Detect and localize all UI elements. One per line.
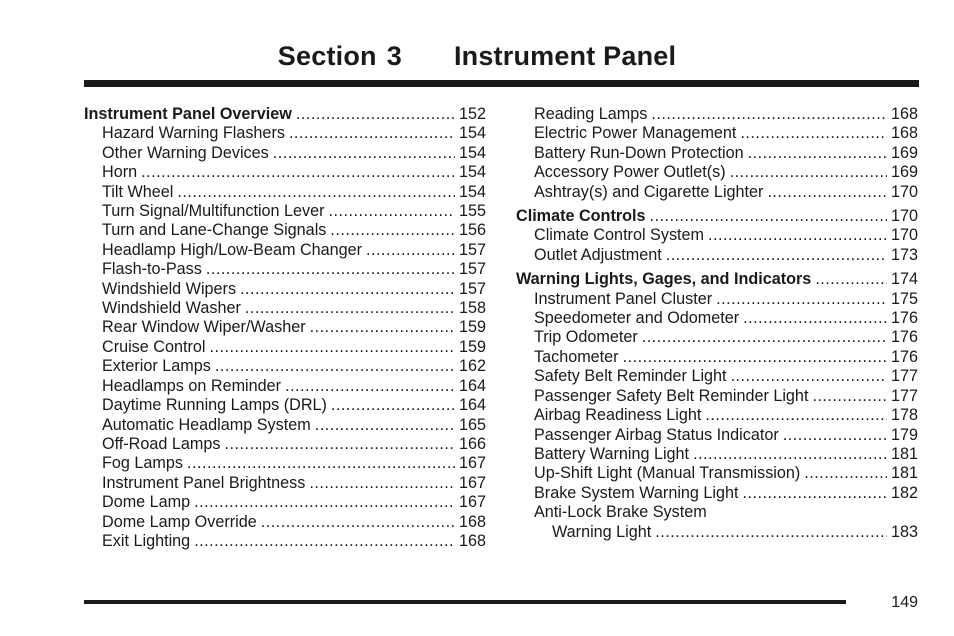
dot-leader (743, 309, 887, 328)
toc-entry-label: Rear Window Wiper/Washer (102, 318, 306, 337)
dot-leader (708, 226, 887, 245)
toc-entry-label: Turn Signal/Multifunction Lever (102, 202, 325, 221)
toc-entry-label: Safety Belt Reminder Light (534, 367, 727, 386)
dot-leader (716, 290, 887, 309)
toc-entry[interactable] (84, 416, 486, 435)
toc-entry-page: 170 (890, 182, 918, 201)
toc-entry[interactable] (84, 299, 486, 318)
dot-leader (209, 338, 455, 357)
toc-heading-entry[interactable] (84, 105, 486, 124)
dot-leader (194, 493, 455, 512)
toc-entry-label: Off-Road Lamps (102, 434, 221, 453)
toc-entry-page: 169 (890, 143, 918, 162)
toc-entry-label: Warning Lights, Gages, and Indicators (516, 270, 812, 289)
dot-leader (731, 367, 887, 386)
toc-entry-page: 165 (458, 415, 486, 434)
toc-entry[interactable] (84, 280, 486, 299)
toc-entry-label: Automatic Headlamp System (102, 415, 311, 434)
toc-entry-page: 162 (458, 357, 486, 376)
dot-leader (767, 183, 887, 202)
toc-column-right (516, 105, 918, 542)
toc-entry-label: Windshield Wipers (102, 279, 237, 298)
page-number: 149 (891, 594, 918, 611)
toc-entry-page: 154 (458, 124, 486, 143)
toc-entry-page: 157 (458, 260, 486, 279)
toc-entry-label: Headlamps on Reminder (102, 376, 282, 395)
toc-entry-label: Brake System Warning Light (534, 483, 739, 502)
toc-entry-label: Outlet Adjustment (534, 245, 662, 264)
toc-entry[interactable] (84, 357, 486, 376)
dot-leader (177, 183, 455, 202)
dot-leader (245, 299, 455, 318)
toc-entry-page: 158 (458, 299, 486, 318)
dot-leader (623, 348, 887, 367)
toc-entry-label: Electric Power Management (534, 124, 737, 143)
header-rule (84, 80, 919, 87)
toc-entry-page: 177 (890, 386, 918, 405)
dot-leader (194, 532, 455, 551)
toc-entry-label: Headlamp High/Low-Beam Changer (102, 240, 363, 259)
toc-entry-page: 167 (458, 493, 486, 512)
dot-leader (240, 280, 455, 299)
toc-entry-page: 154 (458, 143, 486, 162)
dot-leader (666, 246, 887, 265)
toc-entry-label: Airbag Readiness Light (534, 406, 702, 425)
toc-entry-page: 176 (890, 328, 918, 347)
toc-entry[interactable] (84, 260, 486, 279)
toc-entry-page: 170 (890, 207, 918, 226)
toc-entry-page: 154 (458, 182, 486, 201)
toc-entry-label: Warning Light (552, 522, 652, 541)
toc-entry-page: 181 (890, 444, 918, 463)
dot-leader (141, 163, 455, 182)
toc-entry-label: Windshield Washer (102, 299, 241, 318)
toc-entry-page: 178 (890, 406, 918, 425)
toc-entry-page: 167 (458, 454, 486, 473)
toc-entry-page: 176 (890, 347, 918, 366)
dot-leader (651, 105, 887, 124)
toc-entry-page: 159 (458, 337, 486, 356)
toc-entry-label: Passenger Airbag Status Indicator (534, 425, 779, 444)
toc-entry-label: Daytime Running Lamps (DRL) (102, 396, 327, 415)
toc-entry-page: 164 (458, 376, 486, 395)
toc-entry[interactable] (84, 396, 486, 415)
dot-leader (187, 454, 455, 473)
dot-leader (309, 474, 455, 493)
dot-leader (331, 396, 455, 415)
toc-entry[interactable] (84, 474, 486, 493)
toc-entry-label: Instrument Panel Brightness (102, 473, 306, 492)
toc-entry[interactable] (516, 226, 918, 245)
footer-rule (84, 600, 846, 604)
toc-entry-label: Flash-to-Pass (102, 260, 202, 279)
toc-entry-label: Climate Control System (534, 226, 705, 245)
toc-entry[interactable] (516, 348, 918, 367)
toc-entry-label: Dome Lamp (102, 493, 191, 512)
toc-entry-page: 182 (890, 483, 918, 502)
section-label: Section (277, 41, 377, 71)
toc-entry-label: Tilt Wheel (102, 182, 174, 201)
dot-leader (705, 406, 887, 425)
toc-entry[interactable] (516, 183, 918, 202)
toc-entry-label: Instrument Panel Overview (84, 105, 292, 123)
toc-entry-label: Ashtray(s) and Cigarette Lighter (534, 182, 764, 201)
dot-leader (273, 144, 455, 163)
dot-leader (285, 377, 455, 396)
dot-leader (655, 523, 887, 542)
toc-entry-page: 156 (458, 221, 486, 240)
toc-entry-label: Dome Lamp Override (102, 512, 257, 531)
toc-entry-label: Instrument Panel Cluster (534, 289, 713, 308)
toc-entry-label: Fog Lamps (102, 454, 183, 473)
dot-leader (815, 270, 887, 289)
toc-entry-page: 181 (890, 464, 918, 483)
toc-entry-label: Exterior Lamps (102, 357, 211, 376)
toc-entry[interactable] (516, 406, 918, 425)
dot-leader (366, 241, 455, 260)
toc-entry[interactable] (84, 338, 486, 357)
toc-entry[interactable] (84, 124, 486, 143)
toc-entry-page: 164 (458, 396, 486, 415)
toc-entry-page: 177 (890, 367, 918, 386)
toc-entry-label: Other Warning Devices (102, 143, 269, 162)
toc-entry[interactable] (516, 464, 918, 483)
toc-entry[interactable] (84, 241, 486, 260)
dot-leader (693, 445, 887, 464)
toc-entry-page: 168 (458, 512, 486, 531)
toc-entry[interactable] (516, 163, 918, 182)
toc-entry-label: Battery Warning Light (534, 444, 690, 463)
toc-entry-page: 159 (458, 318, 486, 337)
toc-entry[interactable] (516, 503, 918, 522)
toc-entry-page: 183 (890, 522, 918, 541)
dot-leader (310, 318, 455, 337)
toc-entry-label: Horn (102, 163, 138, 182)
toc-entry-label: Up-Shift Light (Manual Transmission) (534, 464, 801, 483)
toc-heading-entry[interactable] (516, 270, 918, 289)
toc-entry-page: 155 (458, 202, 486, 221)
toc-entry-label: Hazard Warning Flashers (102, 124, 285, 143)
toc-entry[interactable] (84, 221, 486, 240)
dot-leader (642, 328, 887, 347)
dot-leader (206, 260, 455, 279)
dot-leader (812, 387, 887, 406)
toc-entry[interactable] (516, 523, 918, 542)
dot-leader (730, 163, 887, 182)
section-number: 3 (386, 41, 402, 71)
toc-entry[interactable] (84, 144, 486, 163)
toc-entry[interactable] (516, 246, 918, 265)
dot-leader (289, 124, 455, 143)
toc-entry[interactable] (516, 144, 918, 163)
toc-entry-page: 157 (458, 279, 486, 298)
dot-leader (783, 426, 887, 445)
toc-entry-label: Exit Lighting (102, 531, 191, 550)
toc-entry-label: Accessory Power Outlet(s) (534, 163, 726, 182)
dot-leader (804, 464, 887, 483)
toc-entry[interactable] (84, 513, 486, 532)
toc-entry-page: 173 (890, 245, 918, 264)
toc-entry[interactable] (84, 202, 486, 221)
toc-entry-page: 174 (890, 270, 918, 289)
dot-leader (261, 513, 455, 532)
dot-leader (215, 357, 455, 376)
toc-entry[interactable] (516, 105, 918, 124)
toc-entry-label: Battery Run-Down Protection (534, 143, 744, 162)
toc-entry-label: Trip Odometer (534, 328, 638, 347)
dot-leader (743, 484, 887, 503)
dot-leader (296, 105, 455, 124)
toc-entry[interactable] (516, 309, 918, 328)
page-title (0, 41, 954, 72)
toc-entry[interactable] (84, 493, 486, 512)
toc-entry[interactable] (84, 377, 486, 396)
toc-entry[interactable] (516, 328, 918, 347)
toc-entry[interactable] (516, 426, 918, 445)
toc-entry[interactable] (516, 367, 918, 386)
toc-entry-label: Passenger Safety Belt Reminder Light (534, 386, 809, 405)
toc-entry-page: 169 (890, 163, 918, 182)
toc-entry-page: 168 (458, 531, 486, 550)
toc-entry-label: Tachometer (534, 347, 619, 366)
toc-entry-page: 175 (890, 289, 918, 308)
toc-entry-label: Anti-Lock Brake System (534, 503, 707, 522)
toc-entry[interactable] (516, 445, 918, 464)
toc-entry-page: 168 (890, 124, 918, 143)
dot-leader (315, 416, 455, 435)
toc-entry-page: 168 (890, 105, 918, 123)
toc-entry-label: Reading Lamps (534, 105, 648, 123)
toc-entry-page: 167 (458, 473, 486, 492)
toc-entry[interactable] (84, 532, 486, 551)
dot-leader (740, 124, 887, 143)
toc-entry[interactable] (84, 318, 486, 337)
toc-entry-page: 179 (890, 425, 918, 444)
toc-entry[interactable] (84, 435, 486, 454)
toc-column-left (84, 105, 486, 551)
toc-entry[interactable] (516, 387, 918, 406)
toc-heading-entry[interactable] (516, 207, 918, 226)
toc-entry[interactable] (84, 183, 486, 202)
dot-leader (650, 207, 887, 226)
section-title: Instrument Panel (453, 41, 677, 71)
toc-entry[interactable] (84, 454, 486, 473)
dot-leader (224, 435, 455, 454)
toc-entry-page: 157 (458, 240, 486, 259)
toc-entry-page: 176 (890, 309, 918, 328)
dot-leader (330, 221, 455, 240)
toc-entry[interactable] (516, 290, 918, 309)
toc-entry-label: Climate Controls (516, 207, 646, 226)
toc-entry-page: 166 (458, 434, 486, 453)
dot-leader (748, 144, 887, 163)
toc-entry[interactable] (84, 163, 486, 182)
toc-entry-label: Cruise Control (102, 337, 206, 356)
dot-leader (329, 202, 455, 221)
toc-entry-page: 152 (458, 105, 486, 123)
toc-entry-label: Speedometer and Odometer (534, 309, 740, 328)
toc-entry-page: 170 (890, 226, 918, 245)
toc-entry[interactable] (516, 124, 918, 143)
toc-entry[interactable] (516, 484, 918, 503)
toc-entry-page: 154 (458, 163, 486, 182)
toc-entry-label: Turn and Lane-Change Signals (102, 221, 327, 240)
